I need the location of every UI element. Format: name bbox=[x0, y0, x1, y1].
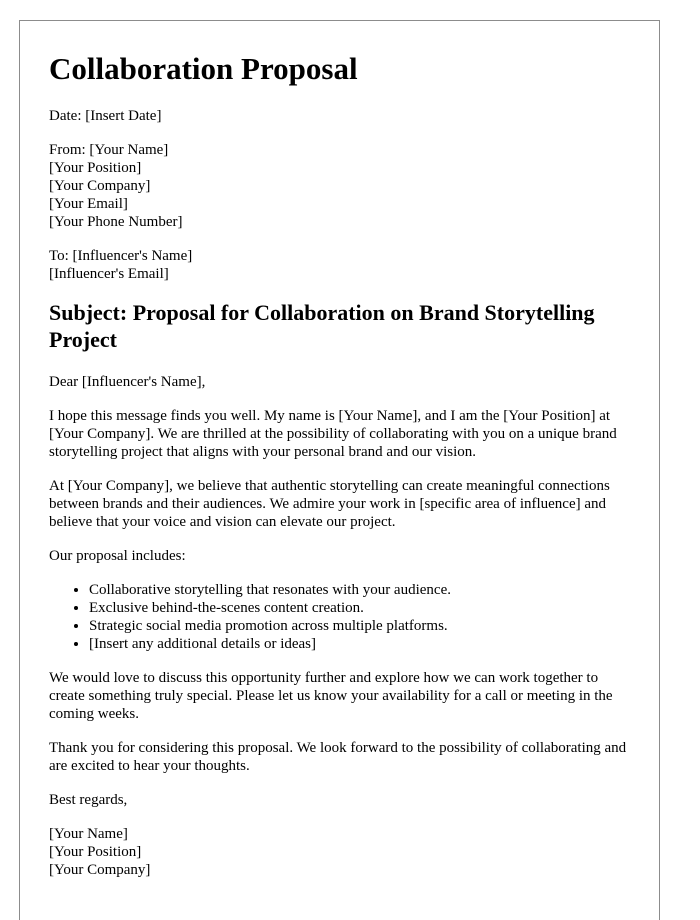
letter-page bbox=[19, 20, 660, 920]
recipient-email: [Influencer's Email] bbox=[49, 266, 169, 282]
sender-block bbox=[49, 141, 630, 231]
sender-name: From: [Your Name] bbox=[49, 142, 169, 158]
document-title: Collaboration Proposal bbox=[49, 51, 358, 86]
list-item: • Strategic social media promotion across multiple platforms. bbox=[89, 617, 630, 635]
list-item: • Collaborative storytelling that resonates with your audience. bbox=[89, 581, 630, 599]
sender-phone: [Your Phone Number] bbox=[49, 214, 183, 230]
recipient-name: To: [Influencer's Name] bbox=[49, 248, 193, 264]
intro-paragraph: I hope this message finds you well. My name is [Your Name], and I am the [Your Position] at [Your Company]. We are thrilled at the possibility of collaborating with you on a unique brand storytelling project that aligns with your personal brand and our vision. bbox=[49, 408, 617, 460]
thanks-paragraph: Thank you for considering this proposal. We look forward to the possibility of collaborating and are excited to hear your thoughts. bbox=[49, 740, 627, 774]
belief-paragraph: At [Your Company], we believe that authentic storytelling can create meaningful connections between brands and their audiences. We admire your work in [specific area of influence] and believe that your voice and vision can elevate our project. bbox=[49, 478, 610, 530]
signature-company: [Your Company] bbox=[49, 862, 151, 878]
recipient-block bbox=[49, 247, 630, 283]
subject-heading: Subject: Proposal for Collaboration on Brand Storytelling Project bbox=[49, 300, 595, 352]
sender-company: [Your Company] bbox=[49, 178, 151, 194]
sign-off: Best regards, bbox=[49, 792, 128, 808]
sender-position: [Your Position] bbox=[49, 160, 142, 176]
list-item: • [Insert any additional details or ideas] bbox=[89, 635, 630, 653]
list-item: • Exclusive behind-the-scenes content creation. bbox=[89, 599, 630, 617]
date-line: Date: [Insert Date] bbox=[49, 108, 162, 124]
sender-email: [Your Email] bbox=[49, 196, 128, 212]
signature-block bbox=[49, 825, 630, 879]
discussion-paragraph: We would love to discuss this opportunity further and explore how we can work together to create something truly special. Please let us know your availability for a call or meeting in the coming weeks. bbox=[49, 670, 613, 722]
salutation: Dear [Influencer's Name], bbox=[49, 374, 206, 390]
proposal-list bbox=[49, 581, 630, 653]
signature-name: [Your Name] bbox=[49, 826, 128, 842]
proposal-intro: Our proposal includes: bbox=[49, 548, 186, 564]
signature-position: [Your Position] bbox=[49, 844, 142, 860]
